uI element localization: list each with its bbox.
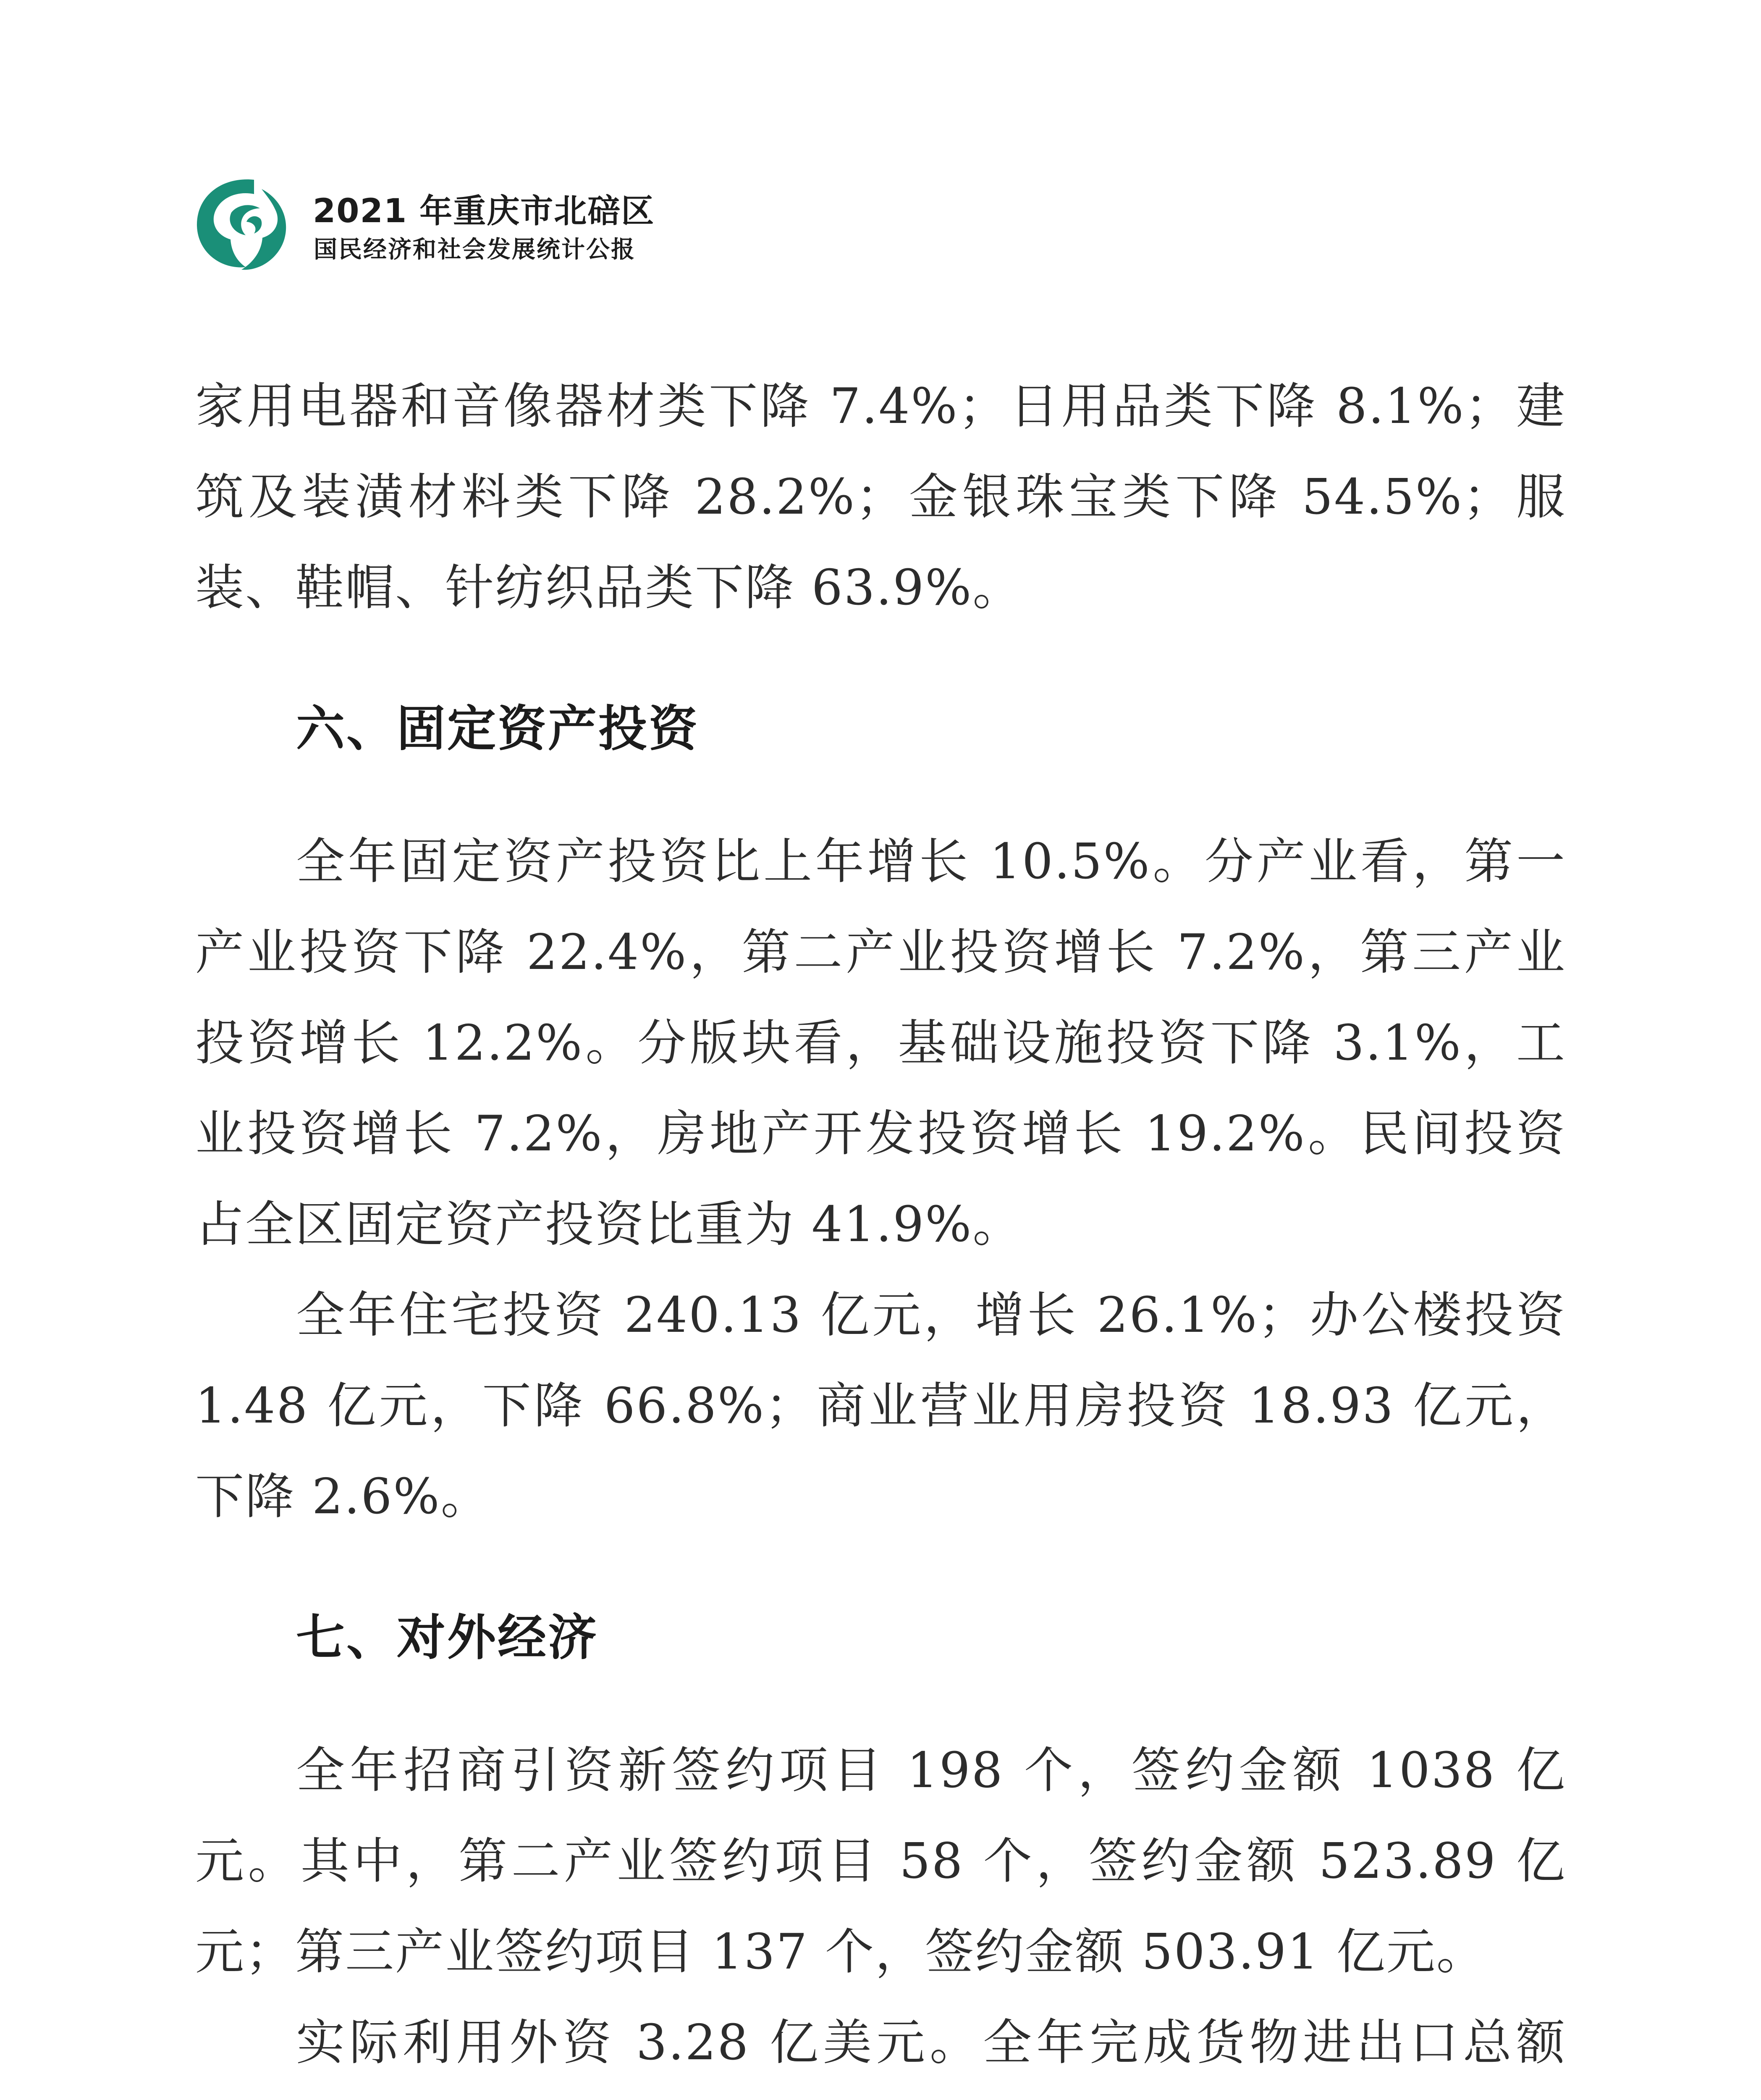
fixed-assets-paragraph: 全年住宅投资 240.13 亿元，增长 26.1%；办公楼投资 1.48 亿元，下降 66.8%；商业营业用房投资 18.93 亿元，下降 2.6%。 <box>195 1287 1566 1525</box>
fixed-assets-paragraph: 全年固定资产投资比上年增长 10.5%。分产业看，第一产业投资下降 22.4%，第二产业投资增长 7.2%，第三产业投资增长 12.2%。分版块看，基础设施投资下降 3.1%，工业投资增长 7.2%，房地产开发投资增长 19.2%。民间投资占全区固定资产投资比重为 41.9%。 <box>195 833 1566 1253</box>
external-economy-paragraph: 实际利用外资 3.28 亿美元。全年完成货物进出口总额 <box>296 2014 1566 2071</box>
external-economy-paragraph: 全年招商引资新签约项目 198 个，签约金额 1038 亿元。其中，第二产业签约项目 58 个，签约金额 523.89 亿元；第三产业签约项目 137 个，签约金额 503.91 亿元。 <box>195 1742 1566 1980</box>
report-logo-icon <box>191 172 292 273</box>
report-header <box>191 172 779 277</box>
retail-continued-paragraph: 家用电器和音像器材类下降 7.4%；日用品类下降 8.1%；建筑及装潢材料类下降 28.2%；金银珠宝类下降 54.5%；服装、鞋帽、针纺织品类下降 63.9%。 <box>195 378 1566 616</box>
section-heading-external-economy: 七、对外经济 <box>296 1609 598 1666</box>
document-body <box>195 361 1566 2100</box>
report-subtitle: 国民经济和社会发展统计公报 <box>314 236 636 263</box>
report-title: 2021 年重庆市北碚区 <box>313 192 655 230</box>
section-heading-fixed-assets: 六、固定资产投资 <box>296 701 699 757</box>
